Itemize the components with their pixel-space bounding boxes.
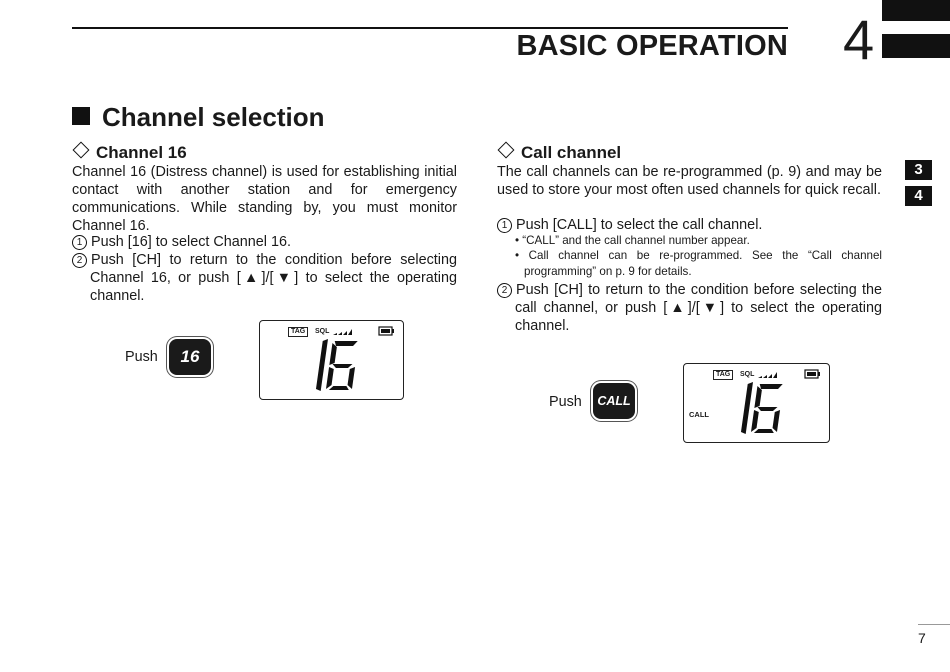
call-indicator: CALL [689, 410, 709, 419]
ch16-key-button[interactable]: 16 [169, 339, 211, 375]
tag-indicator: TAG [713, 370, 733, 380]
battery-icon [804, 369, 822, 379]
sql-indicator: SQL [315, 328, 330, 335]
tag-indicator: TAG [288, 327, 308, 337]
chapter-title: BASIC OPERATION [516, 30, 788, 62]
push-label: Push [125, 349, 158, 365]
signal-bars-icon [758, 370, 780, 378]
channel16-step-2: 2 Push [CH] to return to the condition before selecting Channel 16, or push [▲]/[▼] to select the operating channel. [72, 251, 457, 305]
battery-icon [378, 326, 396, 336]
channel16-subtitle: Channel 16 [72, 143, 187, 163]
diamond-icon [498, 142, 515, 159]
channel-digits [312, 339, 358, 393]
page-number-rule [918, 624, 950, 625]
channel16-step-1: 1 Push [16] to select Channel 16. [72, 233, 457, 251]
chapter-number: 4 [843, 8, 875, 71]
call-key-button[interactable]: CALL [593, 383, 635, 419]
page-number: 7 [918, 630, 926, 646]
call-lcd-display [683, 363, 830, 443]
call-step-1: 1 Push [CALL] to select the call channel. [497, 216, 882, 234]
call-step-2: 2 Push [CH] to return to the condition before selecting the call channel, or push [▲]/[▼] to select the operating channel. [497, 281, 882, 335]
diamond-icon [73, 142, 90, 159]
call-channel-subtitle: Call channel [497, 143, 621, 163]
channel16-intro: Channel 16 (Distress channel) is used for establishing initial contact with another station and for emergency communications. While standing by, you must monitor Channel 16. [72, 164, 457, 234]
channel16-lcd-display [259, 320, 404, 400]
push-label: Push [549, 394, 582, 410]
square-bullet-icon [72, 107, 90, 125]
side-tab-4[interactable]: 4 [905, 186, 932, 206]
call-bullet-1: • “CALL” and the call channel number appear. [515, 234, 750, 247]
channel-digits [737, 382, 783, 436]
chapter-tab-bar-bottom [882, 34, 950, 58]
call-bullet-2: • Call channel can be re-programmed. See the “Call channel programming” on p. 9 for details. [515, 249, 882, 278]
call-channel-intro: The call channels can be re-programmed (p. 9) and may be used to store your most often used channels for quick recall. [497, 164, 882, 198]
section-title: Channel selection [72, 102, 325, 133]
side-tab-3[interactable]: 3 [905, 160, 932, 180]
chapter-tab-bar-top [882, 0, 950, 21]
header-rule [72, 27, 788, 29]
sql-indicator: SQL [740, 371, 755, 378]
signal-bars-icon [333, 327, 355, 335]
